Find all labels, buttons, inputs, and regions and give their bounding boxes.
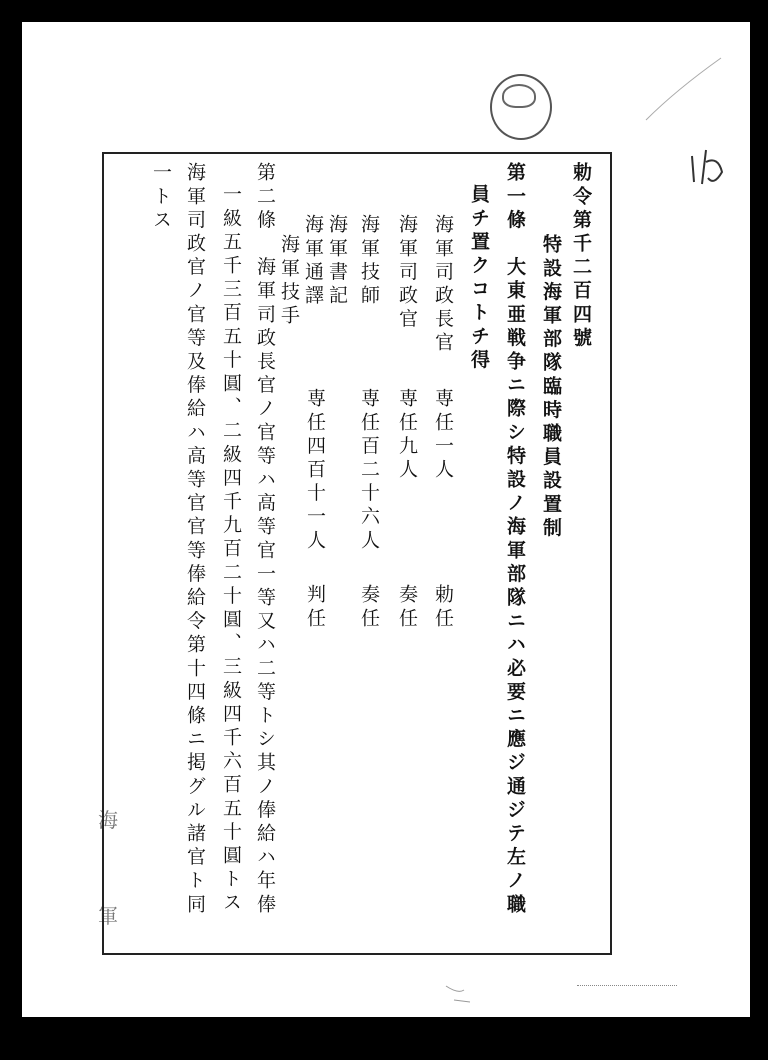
decree-heading: 勅令第千二百四號 bbox=[570, 162, 592, 351]
staff-block-count: 専任四百十一人 bbox=[304, 388, 326, 554]
staff-block-title: 海軍通譯 bbox=[302, 214, 324, 309]
staff-title: 海軍司政官 bbox=[396, 214, 418, 332]
article1-line2: 員チ置クコトチ得 bbox=[468, 184, 490, 373]
margin-character-top: 海 bbox=[98, 808, 118, 832]
staff-rank: 奏任 bbox=[396, 584, 418, 632]
margin-character-bottom: 軍 bbox=[98, 904, 118, 928]
staff-rank: 奏任 bbox=[358, 584, 380, 632]
staff-count: 専任百二十六人 bbox=[358, 388, 380, 554]
article2-line2: 一級五千三百五十圓、二級四千九百二十圓、三級四千六百五十圓トス bbox=[220, 184, 242, 916]
staff-count: 専任九人 bbox=[396, 388, 418, 483]
article2-line4: 一トス bbox=[150, 162, 172, 233]
staff-count: 専任一人 bbox=[432, 388, 454, 483]
text-frame bbox=[102, 152, 612, 955]
pencil-mark bbox=[636, 50, 726, 130]
handwritten-note bbox=[684, 142, 744, 192]
staff-block-rank: 判任 bbox=[304, 584, 326, 632]
decree-title: 特設海軍部隊臨時職員設置制 bbox=[540, 234, 562, 541]
circular-seal-stamp bbox=[490, 74, 552, 140]
staff-rank: 勅任 bbox=[432, 584, 454, 632]
staff-block-title: 海軍技手 bbox=[278, 234, 300, 329]
staff-title: 海軍技師 bbox=[358, 214, 380, 309]
article1-line1: 第一條 大東亜戦争ニ際シ特設ノ海軍部隊ニハ必要ニ應ジ通ジテ左ノ職 bbox=[504, 162, 526, 918]
scan-dots bbox=[577, 985, 677, 986]
article2-line3: 海軍司政官ノ官等及俸給ハ高等官官等俸給令第十四條ニ掲グル諸官ト同 bbox=[184, 162, 206, 918]
article2-line1: 第二條 海軍司政長官ノ官等ハ高等官一等又ハ二等トシ其ノ俸給ハ年俸 bbox=[254, 162, 276, 918]
pencil-mark-bottom bbox=[440, 980, 480, 1006]
staff-title: 海軍司政長官 bbox=[432, 214, 454, 356]
staff-block-title: 海軍書記 bbox=[326, 214, 348, 309]
